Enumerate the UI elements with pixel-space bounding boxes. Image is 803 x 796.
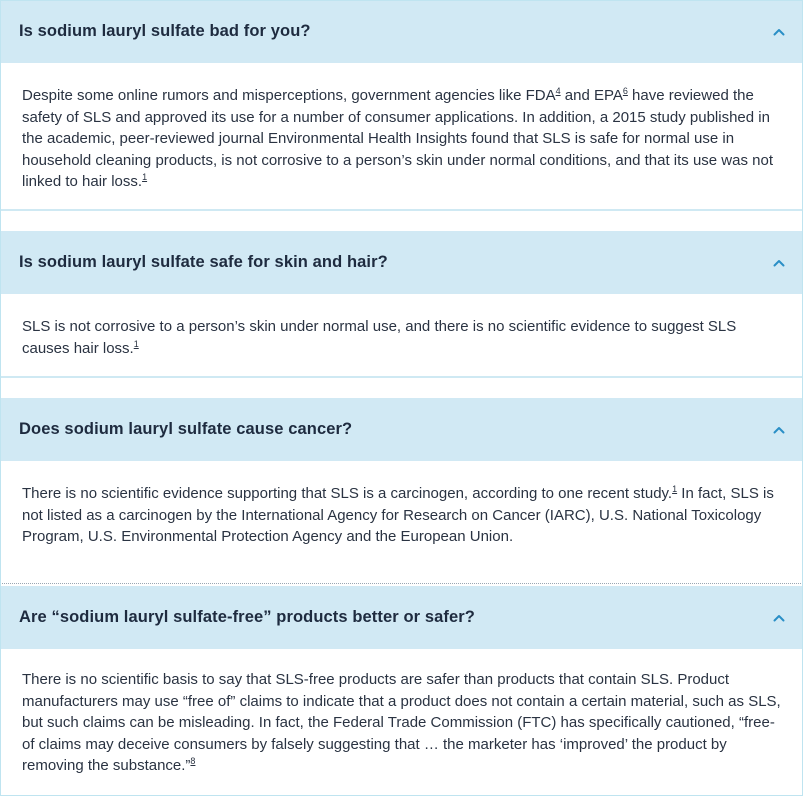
faq-question-label: Is sodium lauryl sulfate bad for you? <box>19 22 311 40</box>
faq-answer-text <box>22 316 781 359</box>
faq-question-3[interactable] <box>0 398 803 461</box>
footnote-link[interactable]: 8 <box>190 756 196 766</box>
faq-question-1[interactable] <box>0 0 803 63</box>
footnote-link[interactable]: 1 <box>672 484 678 494</box>
faq-question-4[interactable] <box>0 586 803 649</box>
faq-question-label: Does sodium lauryl sulfate cause cancer? <box>19 420 353 438</box>
faq-answer-3 <box>0 461 803 571</box>
faq-question-2[interactable] <box>0 231 803 294</box>
divider <box>0 209 803 211</box>
faq-answer-text <box>22 669 781 777</box>
answer-text-run: have reviewed the safety of SLS and approved its use for a number of consumer applications. In addition, a 2015 study published in the academic, peer-reviewed journal Environmental Health Insights found that SLS is safe for normal use in household cleaning products, is not corrosive to a person’s skin under normal conditions, and that its use was not linked to hair loss. <box>22 87 773 190</box>
answer-text-run: and EPA <box>560 87 623 104</box>
faq-answer-2 <box>0 294 803 376</box>
dotted-divider <box>0 583 803 584</box>
faq-answer-1 <box>0 63 803 209</box>
footnote-link[interactable]: 6 <box>622 86 628 96</box>
footnote-link[interactable]: 1 <box>142 172 148 182</box>
chevron-up-icon[interactable] <box>773 257 785 269</box>
footnote-link[interactable]: 1 <box>133 338 139 349</box>
faq-answer-text <box>22 85 781 193</box>
divider <box>0 376 803 378</box>
faq-question-label: Is sodium lauryl sulfate safe for skin and hair? <box>19 253 388 271</box>
answer-text-run: SLS is not corrosive to a person’s skin under normal use, and there is no scientific evidence to suggest SLS causes hair loss. <box>22 318 737 357</box>
chevron-up-icon[interactable] <box>773 612 785 624</box>
footnote-link[interactable]: 4 <box>555 86 561 96</box>
chevron-up-icon[interactable] <box>773 424 785 436</box>
faq-answer-text <box>22 483 781 548</box>
faq-question-label: Are “sodium lauryl sulfate-free” products better or safer? <box>19 608 475 626</box>
answer-text-run: There is no scientific evidence supporting that SLS is a carcinogen, according to one recent study. <box>22 485 673 502</box>
chevron-up-icon[interactable] <box>773 26 785 38</box>
answer-text-run: There is no scientific basis to say that SLS-free products are safer than products that contain SLS. Product manufacturers may use “free of” claims to indicate that a product does not contain a certain material, such as SLS, but such claims can be misleading. In fact, the Federal Trade Commission (FTC) has specifically cautioned, “free-of claims may deceive consumers by falsely suggesting that … the marketer has ‘improved’ the product by removing the substance.” <box>22 671 781 774</box>
answer-text-run: In fact, SLS is not listed as a carcinogen by the International Agency for Research on Cancer (IARC), U.S. National Toxicology Program, U.S. Environmental Protection Agency and the European Union. <box>22 485 774 545</box>
faq-answer-4 <box>0 649 803 795</box>
answer-text-run: Despite some online rumors and misperceptions, government agencies like FDA <box>22 87 556 104</box>
